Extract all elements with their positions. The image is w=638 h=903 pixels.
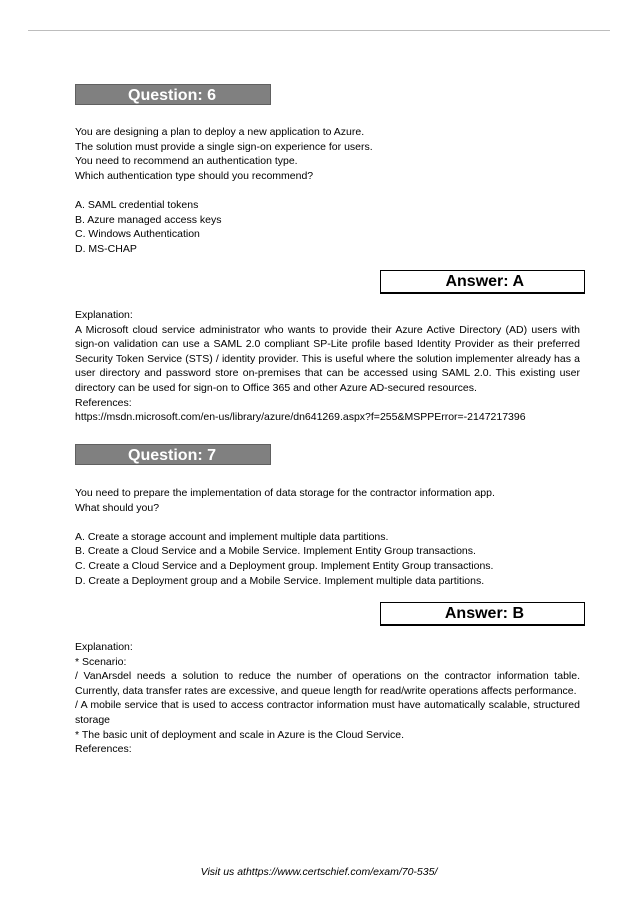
option-c: C. Create a Cloud Service and a Deployment group. Implement Entity Group transactions. [75,559,494,572]
explanation-6 [75,308,580,425]
option-a: A. SAML credential tokens [75,198,199,211]
references-label: References: [75,396,132,409]
question-6-banner: Question: 6 [75,84,271,105]
explanation-7 [75,640,580,757]
option-b: B. Create a Cloud Service and a Mobile Service. Implement Entity Group transactions. [75,545,476,558]
question-line: You need to prepare the implementation of data storage for the contractor information app. [75,487,495,499]
question-line: You are designing a plan to deploy a new application to Azure. [75,126,365,138]
answer-6-box [380,270,585,294]
question-line: The solution must provide a single sign-on experience for users. [75,140,373,153]
explanation-label: Explanation: [75,641,133,653]
header-rule [28,30,610,31]
explanation-text: A Microsoft cloud service administrator who wants to provide their Azure Active Directory (AD) users with sign-on validation can use a SAML 2.0 compliant SP-Lite profile based Identity Provider as their preferred Security Token Service (STS) / identity provider. This is useful where the solution implementer already has a user directory and password store on-premises that can be accessed using SAML 2.0. This existing user directory can be used for sign-on to Office 365 and other Azure AD-secured resources. [75,323,580,394]
answer-7-box [380,602,585,626]
answer-6-label: Answer: A [445,273,524,290]
question-6-body [75,125,580,256]
option-d: D. MS-CHAP [75,242,137,255]
explanation-label: Explanation: [75,309,133,321]
references-label: References: [75,743,132,756]
question-7-banner: Question: 7 [75,444,271,465]
scenario-point-3: * The basic unit of deployment and scale in Azure is the Cloud Service. [75,728,404,741]
footer-visit-link[interactable]: Visit us athttps://www.certschief.com/exam/70-535/ [200,866,438,878]
question-7-body [75,486,580,588]
question-line: Which authentication type should you recommend? [75,169,314,182]
option-c: C. Windows Authentication [75,228,200,241]
answer-7-label: Answer: B [444,605,524,622]
option-b: B. Azure managed access keys [75,213,222,226]
option-a: A. Create a storage account and implement multiple data partitions. [75,530,389,543]
reference-link[interactable]: https://msdn.microsoft.com/en-us/library/azure/dn641269.aspx?f=255&MSPPError=-2147217396 [75,411,526,424]
question-line: What should you? [75,501,160,514]
question-line: You need to recommend an authentication type. [75,155,298,168]
scenario-point-2: / A mobile service that is used to access contractor information must have automatically scalable, structured storage [75,699,580,726]
scenario-point-1: / VanArsdel needs a solution to reduce the number of operations on the contractor information table. Currently, data transfer rates are excessive, and queue length for read/write operations affects performance. [75,670,580,697]
scenario-label: * Scenario: [75,655,127,668]
option-d: D. Create a Deployment group and a Mobile Service. Implement multiple data partitions. [75,574,485,587]
